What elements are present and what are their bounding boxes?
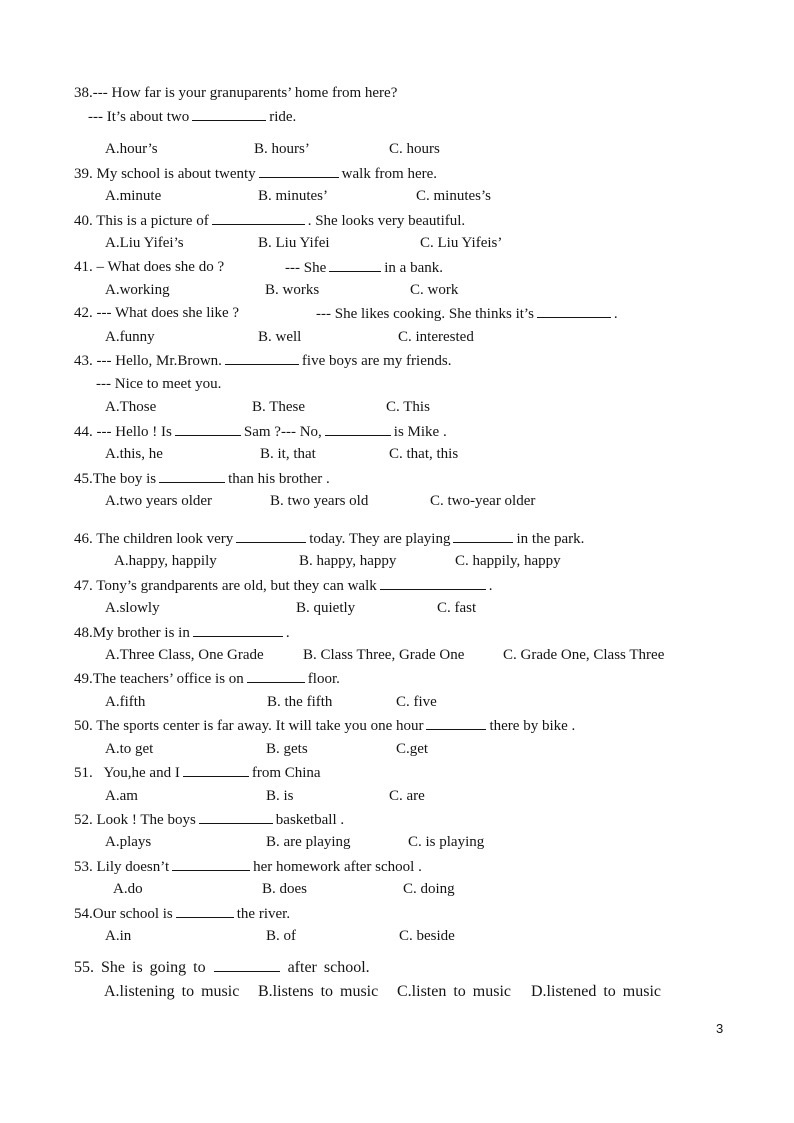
question-43-reply: --- Nice to meet you. <box>96 376 222 392</box>
question-text: --- How far is your granuparents’ home from here? <box>92 85 398 101</box>
question-text: . <box>488 578 493 594</box>
question-text: 49.The teachers’ office is on <box>74 671 244 687</box>
option-b: B. the fifth <box>267 694 333 710</box>
question-text: from China <box>251 765 321 781</box>
question-text: 43. --- Hello, Mr.Brown. <box>74 353 222 369</box>
question-text: ride. <box>269 109 297 125</box>
answer-blank[interactable] <box>380 576 486 590</box>
question-45-stem <box>74 469 330 488</box>
option-a: A.slowly <box>105 600 160 616</box>
page-number: 3 <box>716 1021 724 1036</box>
question-text: five boys are my friends. <box>301 353 452 369</box>
question-53-stem <box>74 857 422 876</box>
answer-blank[interactable] <box>172 857 250 871</box>
answer-blank[interactable] <box>176 904 234 918</box>
answer-blank[interactable] <box>193 623 283 637</box>
question-text: 42. --- What does she like ? <box>74 305 240 321</box>
option-a: A.fifth <box>105 694 146 710</box>
question-text: 47. Tony’s grandparents are old, but they can walk <box>74 578 377 594</box>
answer-blank[interactable] <box>247 669 305 683</box>
option-b: B. quietly <box>296 600 356 616</box>
answer-blank[interactable] <box>325 422 391 436</box>
option-c: C. work <box>410 282 459 298</box>
option-c: C. two-year older <box>430 493 536 509</box>
answer-blank[interactable] <box>329 258 381 272</box>
option-c: C. minutes’s <box>416 188 492 204</box>
option-a: A.in <box>105 928 132 944</box>
question-text: 51. You,he and I <box>74 765 180 781</box>
question-text: 41. – What does she do ? <box>74 259 225 275</box>
option-b: B. does <box>262 881 307 897</box>
option-b: B. Class Three, Grade One <box>303 647 465 663</box>
option-c: C. fast <box>437 600 477 616</box>
option-b: B. is <box>266 788 294 804</box>
question-text: Sam ?--- No, <box>243 424 322 440</box>
option-a: A.do <box>113 881 143 897</box>
answer-blank[interactable] <box>426 716 486 730</box>
option-a: A.am <box>105 788 138 804</box>
question-38-stem <box>74 84 397 102</box>
question-40-stem <box>74 211 465 230</box>
question-41-stem <box>74 258 224 276</box>
option-c: C. interested <box>398 329 474 345</box>
question-text: basketball . <box>275 812 345 828</box>
question-text: is Mike . <box>393 424 447 440</box>
option-c: C.listen to music <box>397 983 511 1000</box>
option-a: A.minute <box>105 188 162 204</box>
answer-blank[interactable] <box>183 763 249 777</box>
question-text: after school. <box>287 959 370 976</box>
answer-blank[interactable] <box>236 529 306 543</box>
option-a: A.this, he <box>105 446 163 462</box>
option-c: C. is playing <box>408 834 485 850</box>
question-text: . <box>285 625 290 641</box>
option-c: C. Liu Yifeis’ <box>420 235 503 251</box>
question-48-stem <box>74 623 290 642</box>
question-text: 46. The children look very <box>74 531 234 547</box>
option-c: C.get <box>396 741 429 757</box>
question-51-stem <box>74 763 321 782</box>
question-text: 45.The boy is <box>74 471 157 487</box>
question-text: 52. Look ! The boys <box>74 812 196 828</box>
question-text: floor. <box>307 671 340 687</box>
question-text: than his brother . <box>228 471 330 487</box>
question-text: --- It’s about two <box>88 109 190 125</box>
question-44-stem <box>74 422 447 441</box>
option-b: B. are playing <box>266 834 351 850</box>
answer-blank[interactable] <box>192 107 266 121</box>
option-a: A.plays <box>105 834 152 850</box>
question-text: 50. The sports center is far away. It will take you one hour <box>74 718 424 734</box>
option-c: C. are <box>389 788 425 804</box>
question-text: her homework after school . <box>253 859 422 875</box>
question-52-stem <box>74 810 344 829</box>
answer-blank[interactable] <box>453 529 513 543</box>
answer-blank[interactable] <box>537 304 611 318</box>
question-text: today. They are playing <box>309 531 451 547</box>
question-number: 38. <box>74 85 93 101</box>
option-b: B. Liu Yifei <box>258 235 330 251</box>
option-a: A.Liu Yifei’s <box>105 235 184 251</box>
option-b: B. hours’ <box>254 141 310 157</box>
option-c: C. Grade One, Class Three <box>503 647 665 663</box>
question-text: 54.Our school is <box>74 906 173 922</box>
option-a: A.working <box>105 282 170 298</box>
option-a: A.happy, happily <box>114 553 217 569</box>
answer-blank[interactable] <box>259 164 339 178</box>
option-b: B. of <box>266 928 296 944</box>
option-b: B. it, that <box>260 446 316 462</box>
question-43-stem <box>74 351 451 370</box>
option-c: C. hours <box>389 141 440 157</box>
option-b: B. minutes’ <box>258 188 328 204</box>
option-b: B. two years old <box>270 493 369 509</box>
question-text: 44. --- Hello ! Is <box>74 424 172 440</box>
option-c: C. This <box>386 399 430 415</box>
option-a: A.to get <box>105 741 154 757</box>
option-a: A.funny <box>105 329 155 345</box>
answer-blank[interactable] <box>159 469 225 483</box>
question-text: in the park. <box>516 531 585 547</box>
answer-blank[interactable] <box>199 810 273 824</box>
question-50-stem <box>74 716 575 735</box>
question-text: walk from here. <box>341 166 438 182</box>
question-text: 53. Lily doesn’t <box>74 859 170 875</box>
question-text: --- She likes cooking. She thinks it’s <box>316 306 534 322</box>
question-text: --- She <box>285 260 327 276</box>
question-text: 48.My brother is in <box>74 625 190 641</box>
option-b: B. These <box>252 399 306 415</box>
question-42-reply <box>316 304 618 323</box>
answer-blank[interactable] <box>175 422 241 436</box>
question-41-reply <box>285 258 443 277</box>
option-c: C. beside <box>399 928 455 944</box>
answer-blank[interactable] <box>214 958 280 972</box>
option-a: A.Those <box>105 399 157 415</box>
option-b: B. gets <box>266 741 308 757</box>
question-text: there by bike . <box>489 718 576 734</box>
option-b: B.listens to music <box>258 983 379 1000</box>
question-text: in a bank. <box>384 260 443 276</box>
option-c: C. happily, happy <box>455 553 561 569</box>
option-d: D.listened to music <box>531 983 661 1000</box>
option-b: B. happy, happy <box>299 553 397 569</box>
option-c: C. doing <box>403 881 455 897</box>
option-a: A.Three Class, One Grade <box>105 647 264 663</box>
question-54-stem <box>74 904 290 923</box>
answer-blank[interactable] <box>225 351 299 365</box>
question-text: 55. She is going to <box>74 959 206 976</box>
question-55-stem <box>74 958 370 977</box>
question-text: 40. This is a picture of <box>74 213 209 229</box>
question-38-answer-line <box>88 107 296 126</box>
option-a: A.two years older <box>105 493 213 509</box>
question-46-stem <box>74 529 584 548</box>
question-text: the river. <box>236 906 291 922</box>
option-b: B. well <box>258 329 302 345</box>
option-a: A.listening to music <box>104 983 240 1000</box>
question-49-stem <box>74 669 340 688</box>
question-42-stem <box>74 304 239 322</box>
question-text: 39. My school is about twenty <box>74 166 256 182</box>
option-a: A.hour’s <box>105 141 158 157</box>
answer-blank[interactable] <box>212 211 305 225</box>
question-39-stem <box>74 164 437 183</box>
option-c: C. five <box>396 694 437 710</box>
question-text: . She looks very beautiful. <box>307 213 466 229</box>
question-47-stem <box>74 576 493 595</box>
option-b: B. works <box>265 282 320 298</box>
option-c: C. that, this <box>389 446 459 462</box>
question-text: . <box>613 306 618 322</box>
